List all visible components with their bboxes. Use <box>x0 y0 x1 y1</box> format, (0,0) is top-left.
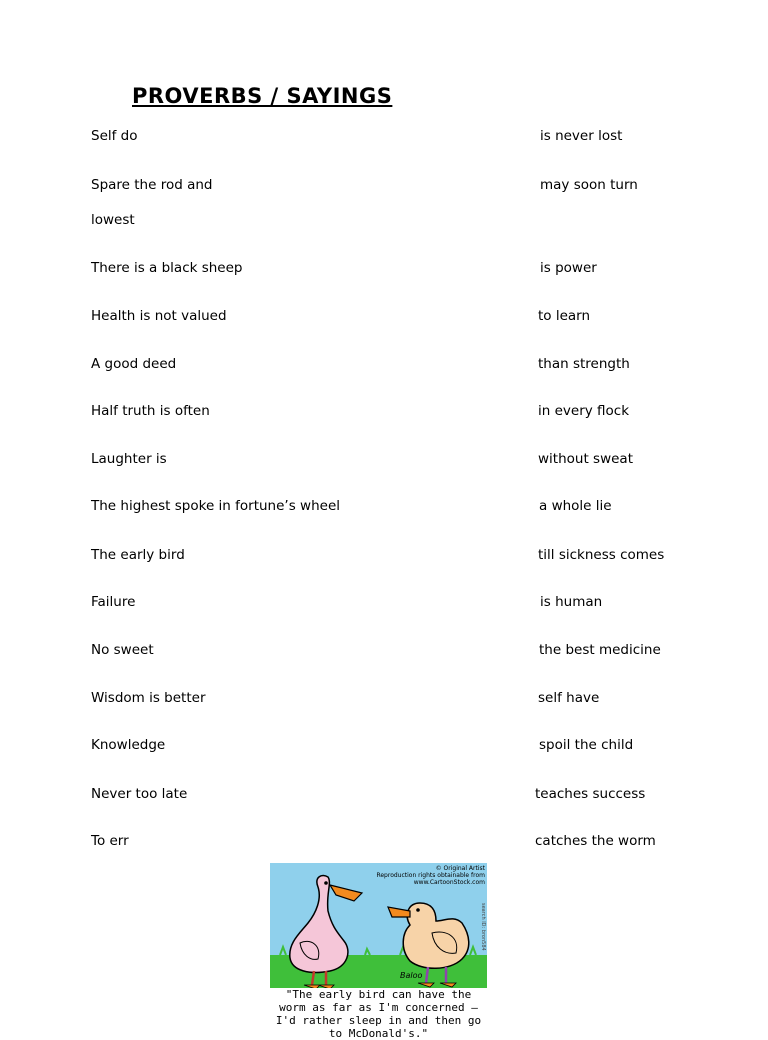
right-item: to learn <box>538 308 591 324</box>
right-item: is human <box>540 594 603 610</box>
page-title: PROVERBS / SAYINGS <box>132 84 393 108</box>
cartoon-side-credit: search ID: bron584 <box>480 903 486 951</box>
right-item: in every flock <box>538 403 630 419</box>
left-item: Half truth is often <box>91 403 210 419</box>
right-item: catches the worm <box>535 833 656 849</box>
left-item: lowest <box>91 212 135 228</box>
left-item: Never too late <box>91 786 188 802</box>
left-item: There is a black sheep <box>91 260 243 276</box>
left-item: Wisdom is better <box>91 690 206 706</box>
right-item: is power <box>540 260 597 276</box>
left-item: Failure <box>91 594 136 610</box>
right-item: the best medicine <box>539 642 661 658</box>
right-item: without sweat <box>538 451 633 467</box>
left-item: No sweet <box>91 642 154 658</box>
left-item: Health is not valued <box>91 308 227 324</box>
right-item: may soon turn <box>540 177 638 193</box>
left-item: A good deed <box>91 356 177 372</box>
credit-line: Reproduction rights obtainable from <box>376 872 485 879</box>
right-item: teaches success <box>535 786 646 802</box>
cartoon-credit <box>376 865 485 886</box>
cartoon-caption <box>270 988 487 1040</box>
right-item: self have <box>538 690 600 706</box>
left-item: To err <box>91 833 129 849</box>
credit-line: www.CartoonStock.com <box>413 879 485 886</box>
credit-line: © Original Artist <box>435 865 485 872</box>
right-item: a whole lie <box>539 498 612 514</box>
right-item: till sickness comes <box>538 547 665 563</box>
left-item: The highest spoke in fortune’s wheel <box>91 498 340 514</box>
right-item: spoil the child <box>539 737 634 753</box>
right-item: than strength <box>538 356 630 372</box>
left-item: Spare the rod and <box>91 177 213 193</box>
caption-text: "The early bird can have the worm as far as I'm concerned — I'd rather sleep in and then go to McDonald's." <box>275 988 482 1040</box>
left-item: Self do <box>91 128 138 144</box>
cartoon-signature: Baloo <box>400 971 423 980</box>
left-item: Laughter is <box>91 451 167 467</box>
left-item: The early bird <box>91 547 185 563</box>
left-item: Knowledge <box>91 737 166 753</box>
right-item: is never lost <box>540 128 623 144</box>
